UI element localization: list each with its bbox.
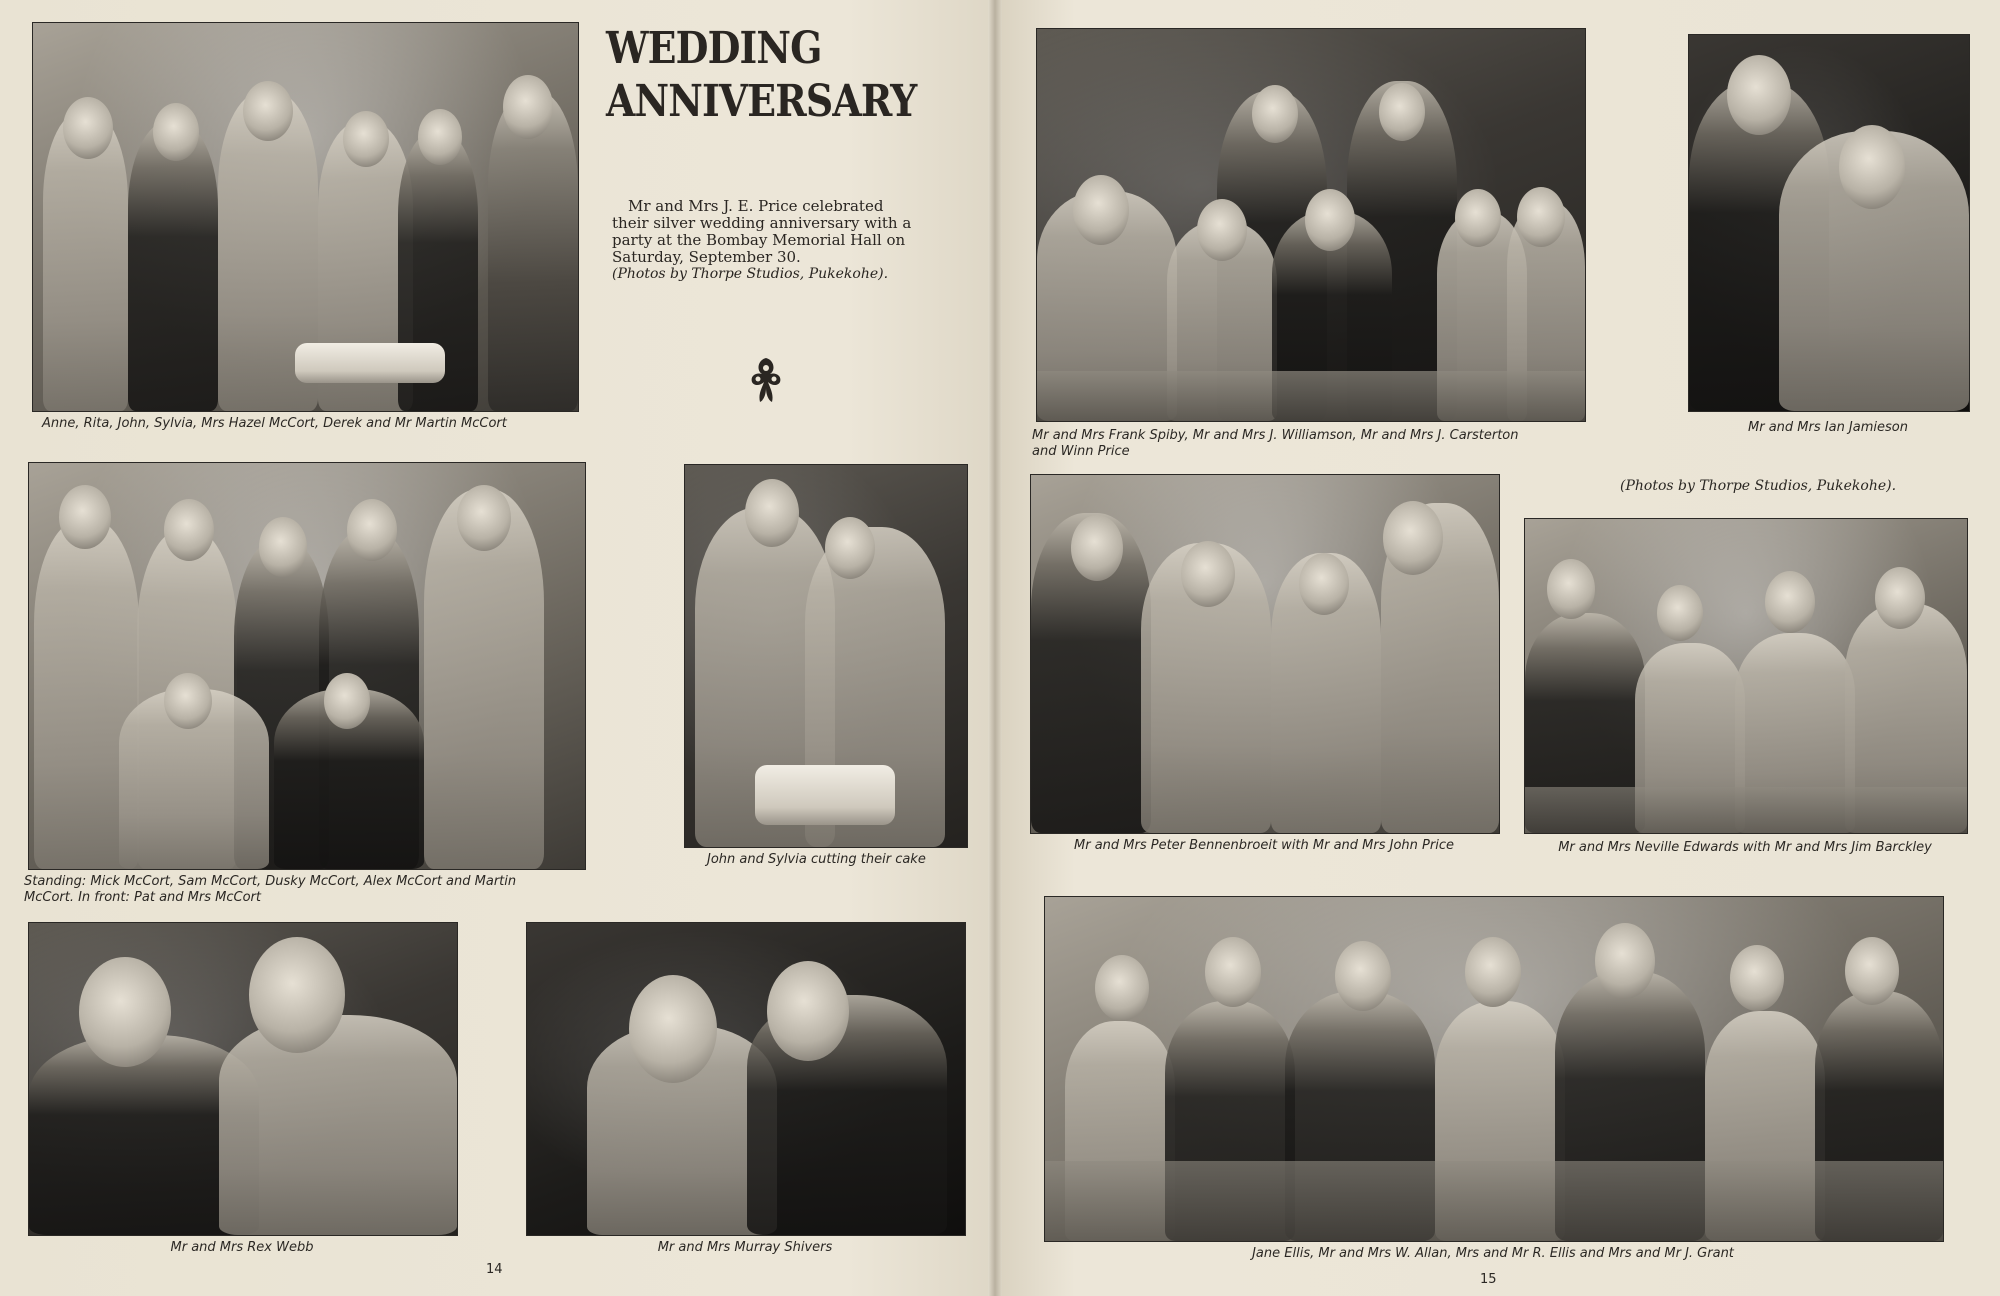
- title-line-1: WEDDING: [606, 23, 822, 74]
- photo-edwards: [1524, 518, 1968, 834]
- page-number-right: 15: [1480, 1272, 1497, 1287]
- caption-mccorts-line1: Standing: Mick McCort, Sam McCort, Dusky McCort, Alex McCort and Martin: [24, 874, 517, 889]
- caption-family: Anne, Rita, John, Sylvia, Mrs Hazel McCort, Derek and Mr Martin McCort: [42, 416, 507, 431]
- photo-bennenbroeit: [1030, 474, 1500, 834]
- photo-jamieson: [1688, 34, 1970, 412]
- book-gutter: [988, 0, 1002, 1296]
- photo-shivers: [526, 922, 966, 1236]
- caption-mccorts-line2: McCort. In front: Pat and Mrs McCort: [24, 890, 261, 905]
- photo-ellis: [1044, 896, 1944, 1242]
- caption-edwards: Mr and Mrs Neville Edwards with Mr and Mrs Jim Barckley: [1558, 840, 1932, 855]
- intro-paragraph: [612, 198, 912, 283]
- right-photo-credit: (Photos by Thorpe Studios, Pukekohe).: [1620, 478, 1897, 494]
- photo-cake: [684, 464, 968, 848]
- photo-family: [32, 22, 579, 412]
- title-line-2: ANNIVERSARY: [606, 76, 917, 127]
- caption-shivers: Mr and Mrs Murray Shivers: [657, 1240, 833, 1255]
- page-number-left: 14: [486, 1262, 503, 1277]
- photo-webb: [28, 922, 458, 1236]
- photo-spiby: [1036, 28, 1586, 422]
- caption-jamieson: Mr and Mrs Ian Jamieson: [1748, 420, 1908, 435]
- page-title: [606, 22, 917, 128]
- caption-spiby-line1: Mr and Mrs Frank Spiby, Mr and Mrs J. Williamson, Mr and Mrs J. Carsterton: [1032, 428, 1519, 443]
- intro-body: Mr and Mrs J. E. Price celebrated their silver wedding anniversary with a party at the Bombay Memorial Hall on Saturday, September 30.: [612, 197, 912, 266]
- caption-webb: Mr and Mrs Rex Webb: [170, 1240, 314, 1255]
- caption-cake: John and Sylvia cutting their cake: [707, 852, 926, 867]
- floral-ornament-icon: [736, 350, 796, 410]
- caption-ellis: Jane Ellis, Mr and Mrs W. Allan, Mrs and Mr R. Ellis and Mrs and Mr J. Grant: [1252, 1246, 1734, 1261]
- caption-bennenbroeit: Mr and Mrs Peter Bennenbroeit with Mr and Mrs John Price: [1074, 838, 1454, 853]
- photo-mccorts: [28, 462, 586, 870]
- caption-spiby-line2: and Winn Price: [1032, 444, 1130, 459]
- intro-credit: (Photos by Thorpe Studios, Pukekohe).: [612, 266, 889, 282]
